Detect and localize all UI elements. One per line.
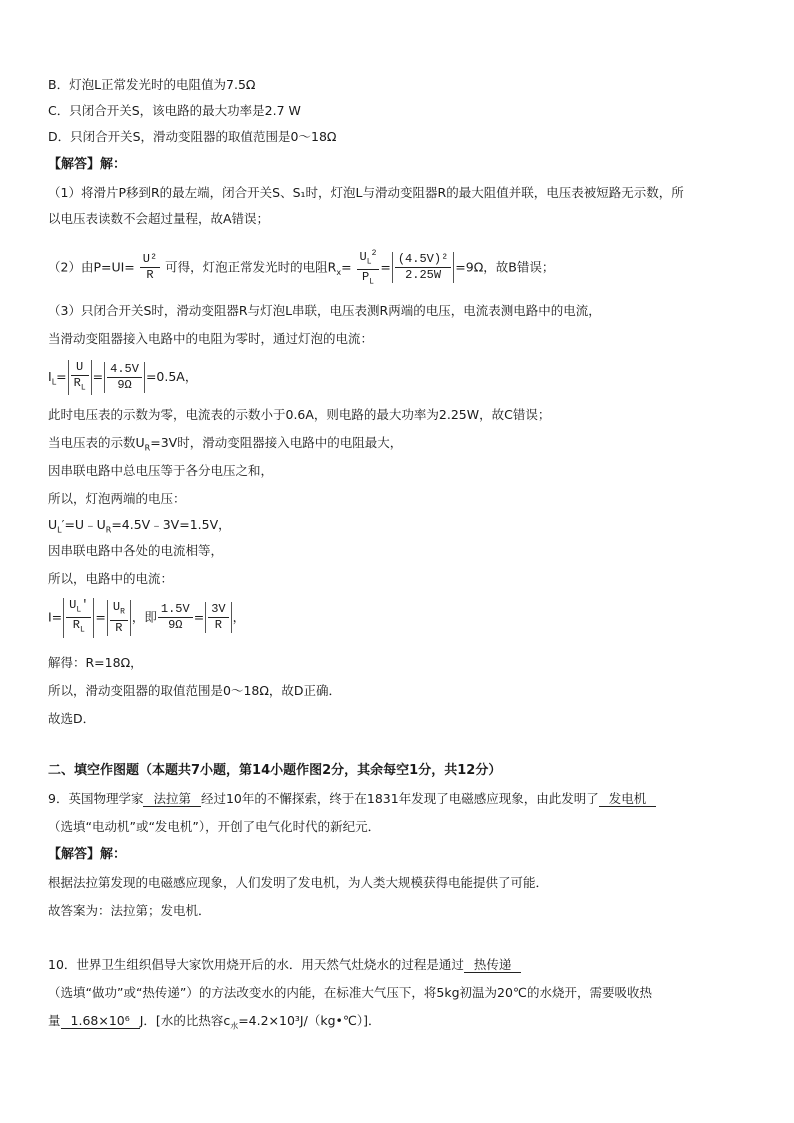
solution-part3-line2: 当滑动变阻器接入电路中的电阻为零时，通过灯泡的电流：	[48, 331, 374, 346]
question-10-line2: （选填“做功”或“热传递”）的方法改变水的内能，在标准大气压下，将5kg初温为20℃的水烧开，需要吸收热	[48, 985, 652, 1000]
p2-suffix: =9Ω，故B错误；	[455, 259, 555, 275]
question-10-line1: 10．世界卫生组织倡导大家饮用烧开后的水．用天然气灶烧水的过程是通过 热传递	[48, 956, 521, 974]
solution-part3-line10: 所以，滑动变阻器的取值范围是0～18Ω，故D正确．	[48, 683, 342, 698]
p2-mid: 可得，灯泡正常发光时的电阻R	[165, 259, 337, 275]
question-9-line2: （选填“电动机”或“发电机”），开创了电气化时代的新纪元．	[48, 819, 381, 834]
question-9-line1: 9．英国物理学家 法拉第 经过10年的不懈探索，终于在1831年发现了电磁感应现象，由此发明了 发电机	[48, 790, 656, 808]
fraction-45v-over-9ohm: $\frac{4.5V}{9\Omega}$	[104, 362, 145, 393]
circuit-current-formula: I= $\frac{U_L'}{R_L}$ = $\frac{U_R}{R}$ ，即 $\frac{1.5V}{9\Omega}$ = $\frac{3V}{R}$ ，	[48, 598, 245, 638]
solution-part1-line2: 以电压表读数不会超过量程，故A错误；	[48, 211, 270, 226]
solution-part3-line1: （3）只闭合开关S时，滑动变阻器R与灯泡L串联，电压表测R两端的电压，电流表测电路中的电流，	[48, 303, 601, 318]
fraction-u2-over-r: $\frac{\text{U²}}{R}$	[140, 252, 160, 283]
fraction-u-over-rl: $\frac{U}{R_L}$	[68, 360, 92, 395]
fraction-45v-over-225w: $\frac{\text{(4.5V)²}}{2.25W}$	[392, 252, 454, 283]
q10-answer-blank-2: 1.68×10⁶	[61, 1013, 140, 1029]
fraction-ur-over-r: $\frac{U_R}{R}$	[107, 600, 131, 635]
solution-part3-line8: 所以，电路中的电流：	[48, 571, 174, 586]
solution-part3-line5: 因串联电路中总电压等于各分电压之和，	[48, 463, 274, 478]
voltage-formula: $U_L'=U﹣U_R=4.5V﹣3V=1.5V$，	[48, 517, 231, 535]
fraction-3v-over-r: $\frac{3V}{R}$	[205, 602, 231, 633]
solution-part3-line7: 因串联电路中各处的电流相等，	[48, 543, 224, 558]
current-formula: $I_L=$ $\frac{U}{R_L}$ = $\frac{4.5V}{9\Omega}$ =0.5A，	[48, 360, 197, 395]
option-b: B．灯泡L正常发光时的电阻值为7.5Ω	[48, 77, 256, 92]
solution-part1-line1: （1）将滑片P移到R的最左端，闭合开关S、S₁时，灯泡L与滑动变阻器R的最大阻值并联，电压表被短路无示数，所	[48, 185, 684, 200]
solution-conclusion: 故选D．	[48, 711, 96, 726]
q9-answer-blank-1: 法拉第	[143, 791, 201, 807]
fraction-15v-over-9ohm: $\frac{1.5V}{9\Omega}$	[158, 602, 193, 633]
q10-answer-blank-1: 热传递	[464, 957, 522, 973]
solution-part3-line3: 此时电压表的示数为零，电流表的示数小于0.6A，则电路的最大功率为2.25W，故C错误；	[48, 407, 551, 422]
q9-answer-blank-2: 发电机	[599, 791, 657, 807]
question-9-final: 故答案为：法拉第；发电机．	[48, 903, 211, 918]
fraction-ul2-over-pl: $\frac{U_L^2}{P_L}$	[357, 246, 380, 290]
solution-part2: （2）由P=UI= $\frac{\text{U²}}{R}$ 可得，灯泡正常发光时的电阻$R_x=$ $\frac{U_L^2}{P_L}$ = $\frac{\text{(4.5V)²}}{2.25W}$ =9Ω，故B错误；	[48, 246, 554, 290]
fraction-ulp-over-rl: $\frac{U_L'}{R_L}$	[63, 598, 94, 638]
option-d: D．只闭合开关S，滑动变阻器的取值范围是0～18Ω	[48, 129, 337, 144]
solution-part3-line9: 解得：R=18Ω，	[48, 655, 143, 670]
p2-prefix: （2）由P=UI=	[48, 259, 135, 275]
question-10-line3: 量 1.68×10⁶ J．[水的比热容$c_水=4.2\times 10^3J/(kg•℃)$]．	[48, 1013, 381, 1031]
option-c: C．只闭合开关S，该电路的最大功率是2.7 W	[48, 103, 301, 118]
answer-label: 【解答】解：	[48, 157, 127, 172]
section-2-heading: 二、填空作图题（本题共7小题，第14小题作图2分，其余每空1分，共12分）	[48, 763, 502, 778]
question-9-answer-label: 【解答】解：	[48, 847, 127, 862]
solution-part3-line6: 所以，灯泡两端的电压：	[48, 491, 186, 506]
question-9-explanation: 根据法拉第发现的电磁感应现象，人们发明了发电机，为人类大规模获得电能提供了可能．	[48, 875, 549, 890]
solution-part3-line4: 当电压表的示数$U_R=3V$时，滑动变阻器接入电路中的电阻最大，	[48, 435, 403, 453]
